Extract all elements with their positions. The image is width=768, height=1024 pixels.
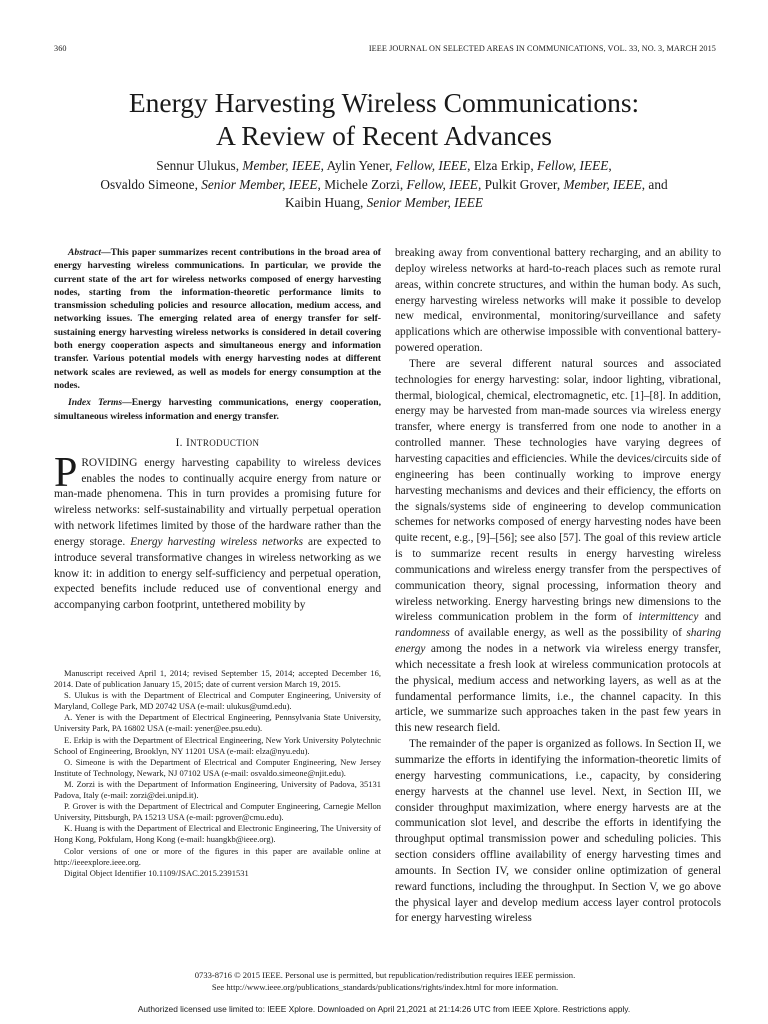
author-name: Osvaldo Simeone [100, 176, 195, 192]
author-name: Sennur Ulukus [156, 158, 236, 173]
author-name: Kaibin Huang [285, 195, 360, 210]
footnote: P. Grover is with the Department of Electrical and Computer Engineering, Carnegie Mellon University, Pittsburgh, PA 15213 USA (e-mail: pgrover@cmu.edu). [54, 801, 381, 823]
section-heading-introduction: I. INTRODUCTION [175, 436, 260, 449]
author-name: Michele Zorzi [324, 176, 400, 192]
author-name: Pulkit Grover [484, 176, 557, 192]
index-terms-text: —Energy harvesting communications, energy cooperation, simultaneous wireless information and energy transfer. [54, 397, 381, 422]
author-line-2: Osvaldo Simeone, Senior Member, IEEE, Michele Zorzi, Fellow, IEEE, Pulkit Grover, Member, IEEE, and [100, 176, 668, 192]
author-list [40, 157, 728, 213]
footnote: E. Erkip is with the Department of Electrical Engineering, New York University Polytechnic School of Engineering, Brooklyn, NY 11201 USA (e-mail: elza@nyu.edu). [54, 734, 381, 756]
author-role: Fellow, IEEE [395, 158, 468, 173]
author-line-1: Sennur Ulukus, Member, IEEE, Aylin Yener, Fellow, IEEE, Elza Erkip, Fellow, IEEE, [156, 158, 612, 173]
body-paragraph: breaking away from conventional battery recharging, and an ability to deploy wireless networks at hard-to-reach places such as remote rural areas, within concrete structures, and within the human body. As such, energy harvesting wireless networks will make it possible to develop new medical, environmental, monitoring/surveillance and safety applications which are otherwise impossible with conventional battery-powered operation. [395, 247, 721, 355]
journal-name: IEEE JOURNAL ON SELECTED AREAS IN COMMUNICATIONS, VOL. 33, NO. 3, MARCH 2015 [368, 44, 716, 53]
footnote: Manuscript received April 1, 2014; revised September 15, 2014; accepted December 16, 2014. Date of publication January 15, 2015; date of current version March 19, 2015. [54, 668, 381, 690]
footnote: M. Zorzi is with the Department of Information Engineering, University of Padova, 35131 Padova, Italy (e-mail: zorzi@dei.unipd.it). [54, 778, 381, 801]
drop-cap: P [54, 449, 78, 496]
license-notice: Authorized licensed use limited to: IEEE Xplore. Downloaded on April 21,2021 at 21:14:26 UTC from IEEE Xplore. Restrictions apply. [137, 1004, 631, 1014]
abstract [54, 246, 381, 392]
index-terms-label: Index Terms [68, 397, 123, 409]
author-role: Member, IEEE [242, 158, 321, 173]
title-line-1: Energy Harvesting Wireless Communications: [128, 87, 640, 118]
author-role: Senior Member, IEEE [366, 195, 483, 210]
paper-title [40, 86, 728, 152]
author-name: Elza Erkip [473, 158, 531, 173]
intro-paragraph: PROVIDING energy harvesting capability to wireless devices enables the nodes to continually acquire energy from nature or man-made phenomena. This in turn provides a promising future for wireless networks: self-sustainability and virtually perpetual operation with network lifetimes limited by those of the hardware rather than the energy storage. Energy harvesting wireless networks are expected to introduce several transformative changes in wireless networking as we know it: in addition to energy self-sufficiency and perpetual operation, expected benefits include reduced use of conventional energy and accompanying carbon footprint, untethered mobility by [54, 449, 381, 612]
body-paragraph: There are several different natural sources and associated technologies for energy harvesting: solar, indoor lighting, vibrational, thermal, biological, chemical, electromagnetic, etc. [1]–[8]. In addition, energy may be harvested from man-made sources via wireless energy transfer, where energy is transferred from one node to another in a controlled manner. These technologies have varying degrees of harvesting capacities and efficiencies. While the devices/circuits side of engineering has been continually working to improve energy harvesting mechanisms and devices and their efficiency, the efforts on the signals/systems side of engineering to develop communication schemes for networks composed of energy harvesting nodes have been quite recent, e.g., [9]–[56]; see also [57]. The goal of this review article is to summarize recent results in energy harvesting wireless communications and wireless energy transfer from the perspectives of communication theory, signal processing, information theory and wireless networking. Energy harvesting brings new dimensions to the wireless communication problem in the form of intermittency and randomness of available energy, as well as the possibility of sharing energy among the nodes in a network via wireless energy transfer, which necessitate a fresh look at wireless communication protocols at the physical, medium access and networking layers, as well as at the fundamental performance limits, i.e., the channel capacity. In this article, we summarize such approaches taken in the past few years in this new research field. [395, 357, 722, 735]
author-role: Fellow, IEEE [536, 158, 609, 173]
index-terms [54, 396, 381, 423]
first-page-footnotes [54, 668, 381, 879]
author-line-3: Kaibin Huang, Senior Member, IEEE [285, 195, 483, 210]
author-name: Aylin Yener [326, 158, 390, 173]
left-column [54, 246, 381, 614]
abstract-text: —This paper summarizes recent contributions in the broad area of energy harvesting wireless communications. In particular, we provide the current state of the art for wireless networks composed of energy harvesting nodes, starting from the information-theoretic performance limits to transmission scheduling policies and resource allocation, medium access, and networking issues. The emerging related area of energy transfer for self-sustaining energy harvesting wireless networks is considered in detail covering both energy cooperation aspects and simultaneous energy and information transfer. Various potential models with energy harvesting nodes at different network scales are reviewed, as well as models for energy consumption at the nodes. [54, 247, 381, 391]
body-paragraph: The remainder of the paper is organized as follows. In Section II, we summarize the efforts in identifying the information-theoretic limits of energy harvesting communications, i.e., capacity, by considering energy harvests at the channel use level. Next, in Section III, we consider throughput maximization, where energy harvests are at the communication slot level, and describe the efforts in identifying the throughput optimal transmission power and scheduling policies. This section considers offline availability of energy harvesting times and amounts. In Section IV, we consider online optimization of general reward functions, including the throughput. In Section V, we go above the physical layer and develop medium access layer control protocols for energy harvesting wireless [395, 738, 721, 925]
author-role: Senior Member, IEEE [201, 176, 318, 192]
copyright-line-1: 0733-8716 © 2015 IEEE. Personal use is permitted, but republication/redistribution requires IEEE permission. [194, 970, 576, 980]
author-role: Member, IEEE [563, 176, 642, 192]
abstract-label: Abstract [68, 247, 102, 258]
footnote: O. Simeone is with the Department of Electrical and Computer Engineering, New Jersey Institute of Technology, Newark, NJ 07102 USA (e-mail: osvaldo.simeone@njit.edu). [54, 756, 381, 778]
running-header [54, 44, 716, 58]
author-role: Fellow, IEEE [406, 176, 478, 192]
right-column [395, 246, 721, 927]
footnote: K. Huang is with the Department of Electrical and Electronic Engineering, The University of Hong Kong, Pokfulam, Hong Kong (e-mail: huangkb@ieee.org). [54, 823, 381, 845]
footnote: Digital Object Identifier 10.1109/JSAC.2015.2391531 [64, 867, 249, 878]
page-number: 360 [54, 44, 67, 53]
footnote: Color versions of one or more of the figures in this paper are available online at http://ieeexplore.ieee.org. [54, 845, 381, 867]
copyright-line-2: See http://www.ieee.org/publications_standards/publications/rights/index.html for more information. [211, 982, 559, 992]
footnote: A. Yener is with the Department of Electrical Engineering, Pennsylvania State University, University Park, PA 16802 USA (e-mail: yener@ee.psu.edu). [54, 712, 381, 734]
title-line-2: A Review of Recent Advances [215, 120, 552, 151]
footnote: S. Ulukus is with the Department of Electrical and Computer Engineering, University of Maryland, College Park, MD 20742 USA (e-mail: ulukus@umd.edu). [54, 690, 381, 712]
copyright-notice [54, 969, 716, 993]
